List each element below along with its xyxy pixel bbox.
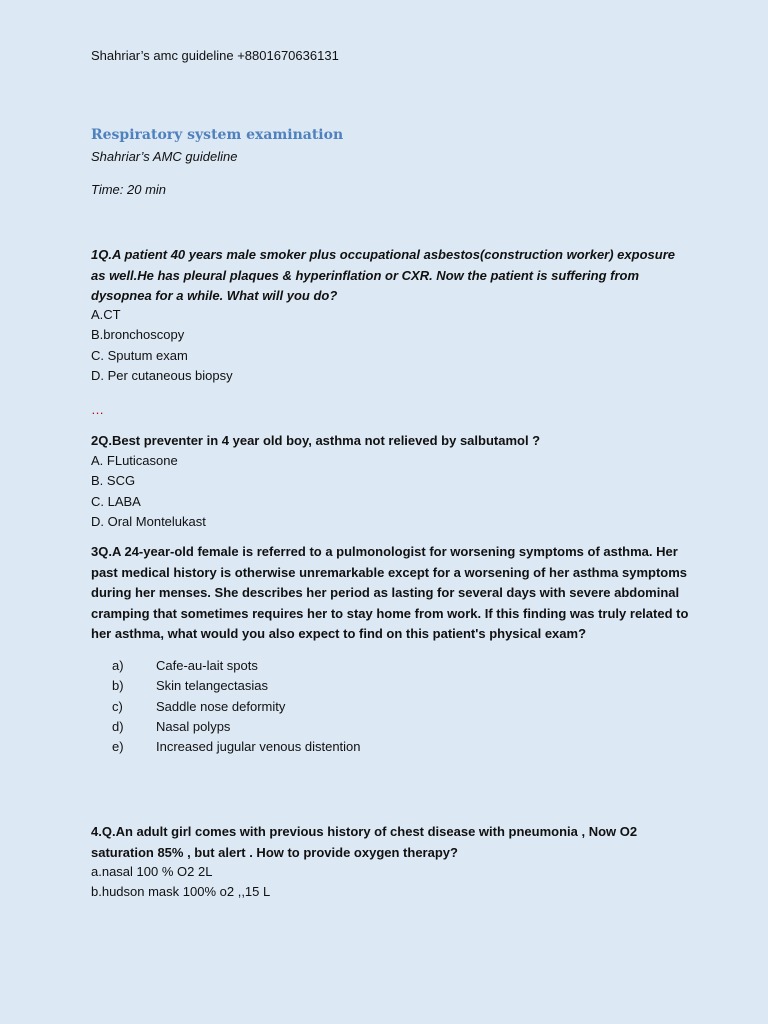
option-marker: e) <box>112 739 124 755</box>
option-marker: b) <box>112 678 124 694</box>
option: D. Per cutaneous biopsy <box>91 367 233 383</box>
option-text: Nasal polyps <box>156 718 231 734</box>
option-marker: c) <box>112 698 123 714</box>
option: C. LABA <box>91 493 141 509</box>
option: A.CT <box>91 307 121 322</box>
option-text: Saddle nose deformity <box>156 698 286 714</box>
option <box>112 737 361 757</box>
option: b.hudson mask 100% o2 ,,15 L <box>91 884 271 900</box>
option-marker: a) <box>112 658 124 673</box>
option-marker: d) <box>112 718 124 734</box>
document-title: Respiratory system examination <box>91 127 344 143</box>
question-1-options <box>91 305 233 386</box>
option-text: Skin telangectasias <box>156 678 269 694</box>
option: B.bronchoscopy <box>91 327 185 343</box>
option <box>112 656 361 676</box>
document-subtitle: Shahriar’s AMC guideline <box>91 149 238 164</box>
section-separator: … <box>91 402 104 417</box>
page-header: Shahriar’s amc guideline +8801670636131 <box>91 48 339 63</box>
question-1-stem: 1Q.A patient 40 years male smoker plus occupational asbestos(construction worker) exposure as well.He has pleural plaques & hyperinflation or CXR. Now the patient is suffering from dysopnea for a while. What will you do? <box>91 247 675 303</box>
question-3-stem: 3Q.A 24-year-old female is referred to a pulmonologist for worsening symptoms of asthma. Her past medical history is otherwise unremarkable except for a worsening of her asthma symptoms during her menses. She describes her period as lasting for several days with severe abdominal cramping that sometimes requires her to stay home from work. If this finding was truly related to her asthma, what would you also expect to find on this patient's physical exam? <box>91 544 689 641</box>
option: C. Sputum exam <box>91 347 188 363</box>
option: B. SCG <box>91 473 136 489</box>
option <box>112 697 361 717</box>
option: a.nasal 100 % O2 2L <box>91 864 213 879</box>
option: D. Oral Montelukast <box>91 513 206 529</box>
question-2-stem: 2Q.Best preventer in 4 year old boy, asthma not relieved by salbutamol ? <box>91 433 541 448</box>
time-limit: Time: 20 min <box>91 182 167 197</box>
option: A. FLuticasone <box>91 453 178 468</box>
option <box>112 717 361 737</box>
option-text: Cafe-au-lait spots <box>156 658 258 673</box>
question-4-options <box>91 862 270 903</box>
question-2-options <box>91 451 206 532</box>
question-4-stem: 4.Q.An adult girl comes with previous history of chest disease with pneumonia , Now O2 saturation 85% , but alert . How to provide oxygen therapy? <box>91 824 638 860</box>
option-text: Increased jugular venous distention <box>156 739 361 755</box>
question-3-options <box>91 656 361 757</box>
option <box>112 676 361 696</box>
